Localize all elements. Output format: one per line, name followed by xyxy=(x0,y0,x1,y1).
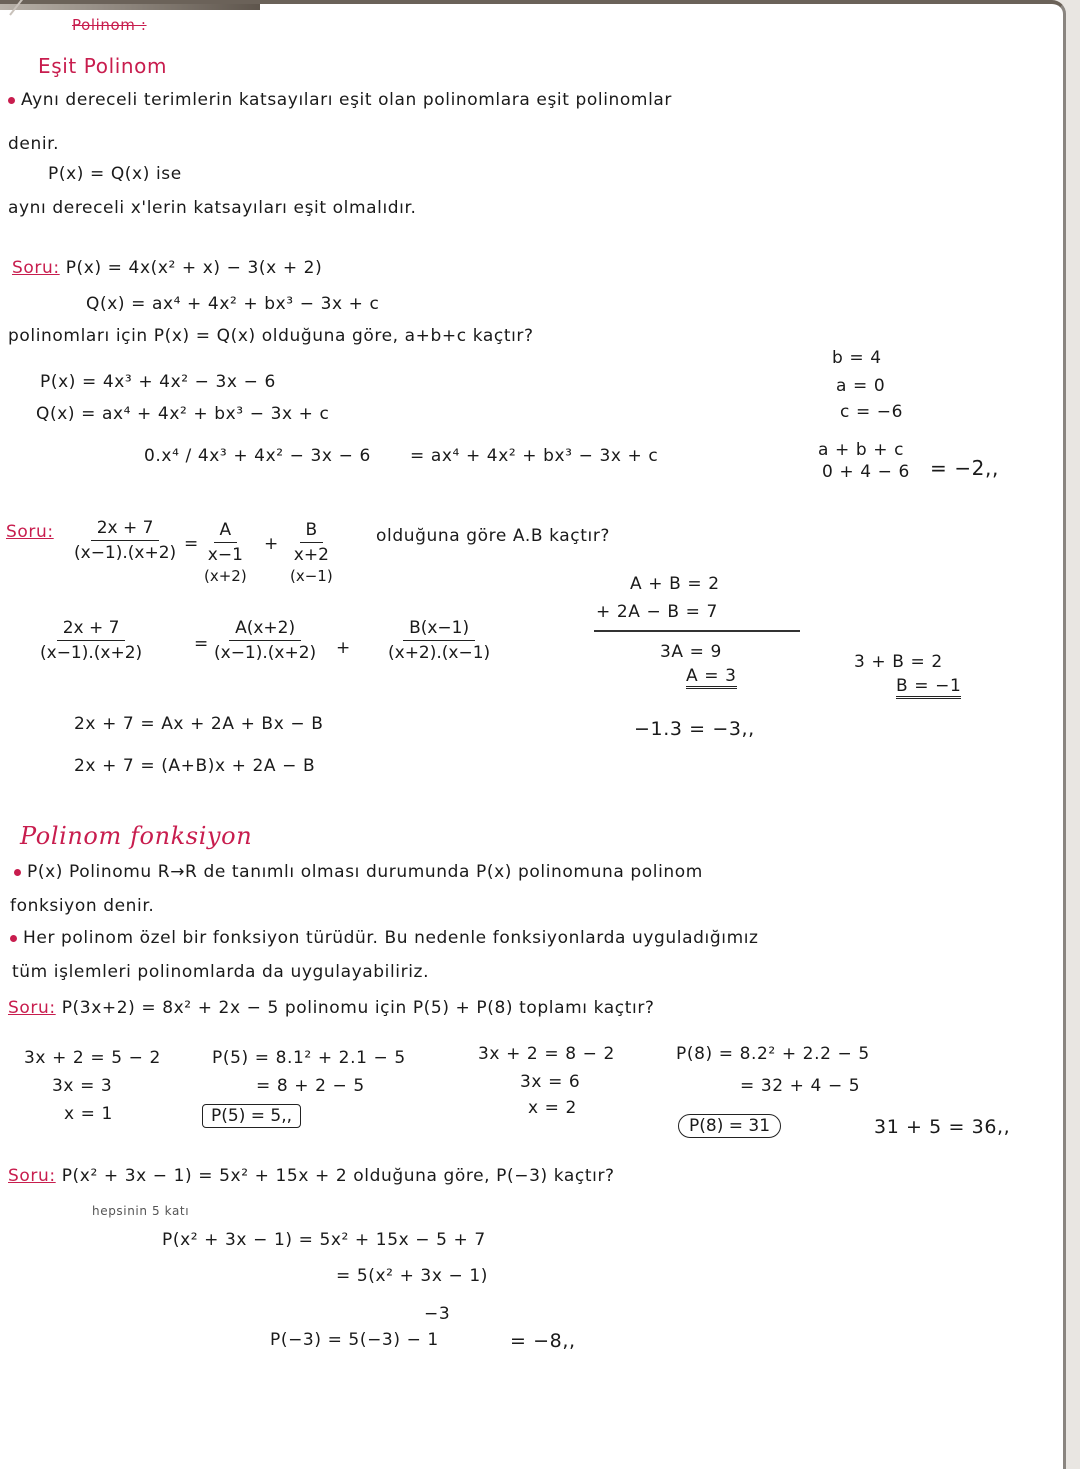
definition-line-1: Aynı dereceli terimlerin katsayıları eşit olan polinomlara eşit polinomlar xyxy=(8,90,672,110)
p8-result-box: P(8) = 31 xyxy=(678,1114,781,1138)
system-equation-2: + 2A − B = 7 xyxy=(596,602,718,622)
plus-sign: + xyxy=(264,534,279,554)
bullet-icon xyxy=(8,97,15,104)
question-1-step-2: Q(x) = ax⁴ + 4x² + bx³ − 3x + c xyxy=(36,404,330,424)
bullet-1-line-1: P(x) Polinomu R→R de tanımlı olması durumunda P(x) polinomuna polinom xyxy=(14,862,703,882)
question-1-prompt: polinomları için P(x) = Q(x) olduğuna göre, a+b+c kaçtır? xyxy=(8,326,534,346)
question-4-step-3: P(−3) = 5(−3) − 1 xyxy=(270,1330,439,1350)
p8-calc-2: = 32 + 4 − 5 xyxy=(740,1076,861,1096)
question-2-line-1: 2x + 7 = Ax + 2A + Bx − B xyxy=(74,714,324,734)
question-3-statement: Soru: P(3x+2) = 8x² + 2x − 5 polinomu için P(5) + P(8) toplamı kaçtır? xyxy=(8,998,655,1018)
page-edge-shadow xyxy=(0,4,260,10)
question-label: Soru: xyxy=(6,522,54,542)
p8-solve-1: 3x + 2 = 8 − 2 xyxy=(478,1044,615,1064)
system-sum: 3A = 9 xyxy=(660,642,722,662)
sum-calculation: 0 + 4 − 6 xyxy=(822,462,910,482)
sum-line xyxy=(594,630,800,632)
definition-line-2: denir. xyxy=(8,134,60,154)
question-label: Soru: xyxy=(8,1166,56,1186)
p8-solve-2: 3x = 6 xyxy=(520,1072,581,1092)
annotation-note: hepsinin 5 katı xyxy=(92,1204,190,1218)
question-1-step-1: P(x) = 4x³ + 4x² − 3x − 6 xyxy=(40,372,276,392)
c-value: c = −6 xyxy=(840,402,904,422)
question-2-prompt: olduğuna göre A.B kaçtır? xyxy=(376,526,611,546)
section-heading-esit-polinom: Eşit Polinom xyxy=(38,54,168,78)
question-label: Soru: xyxy=(8,998,56,1018)
question-4-result: = −8,, xyxy=(510,1330,576,1352)
question-2-line-2: 2x + 7 = (A+B)x + 2A − B xyxy=(74,756,316,776)
question-1-step-3-right: = ax⁴ + 4x² + bx³ − 3x + c xyxy=(410,446,659,466)
expanded-b-fraction: $\frac{B(x-1)}{(x+2).(x-1)}$ xyxy=(388,618,491,663)
p5-solve-3: x = 1 xyxy=(64,1104,113,1124)
b-value: b = 4 xyxy=(832,348,882,368)
p5-calc-1: P(5) = 8.1² + 2.1 − 5 xyxy=(212,1048,406,1068)
question-4-step-1: P(x² + 3x − 1) = 5x² + 15x − 5 + 7 xyxy=(162,1230,486,1250)
question-1-p-def: Soru: P(x) = 4x(x² + x) − 3(x + 2) xyxy=(12,258,323,278)
bullet-icon xyxy=(14,869,21,876)
question-3-total: 31 + 5 = 36,, xyxy=(874,1116,1011,1138)
fraction-b: B x+2 (x−1) xyxy=(290,520,333,585)
equals-sign: = xyxy=(194,634,209,654)
condition-note: aynı dereceli x'lerin katsayıları eşit olmalıdır. xyxy=(8,198,417,218)
system-equation-1: A + B = 2 xyxy=(630,574,720,594)
question-1-q-def: Q(x) = ax⁴ + 4x² + bx³ − 3x + c xyxy=(86,294,380,314)
condition-text: P(x) = Q(x) ise xyxy=(48,164,182,184)
p5-solve-1: 3x + 2 = 5 − 2 xyxy=(24,1048,161,1068)
a-result: A = 3 xyxy=(686,666,737,689)
a-value: a = 0 xyxy=(836,376,886,396)
plus-sign: + xyxy=(336,638,351,658)
fraction-a: A x−1 (x+2) xyxy=(204,520,247,585)
question-1-step-3-left: 0.x⁴ / 4x³ + 4x² − 3x − 6 xyxy=(144,446,371,466)
section-heading-polinom-fonksiyon: Polinom fonksiyon xyxy=(20,822,253,850)
b-result: B = −1 xyxy=(896,676,961,699)
page-title: Polinom : xyxy=(72,16,147,34)
expanded-lhs-fraction: $\frac{2x + 7}{(x-1).(x+2)}$ xyxy=(40,618,143,663)
p8-calc-1: P(8) = 8.2² + 2.2 − 5 xyxy=(676,1044,870,1064)
substitution-equation: 3 + B = 2 xyxy=(854,652,943,672)
brace-value: −3 xyxy=(424,1304,451,1324)
bullet-2-line-2: tüm işlemleri polinomlarda da uygulayabiliriz. xyxy=(12,962,430,982)
question-4-statement: Soru: P(x² + 3x − 1) = 5x² + 15x + 2 olduğuna göre, P(−3) kaçtır? xyxy=(8,1166,615,1186)
equals-sign: = xyxy=(184,534,199,554)
sum-result: = −2,, xyxy=(930,456,999,480)
expanded-a-fraction: $\frac{A(x+2)}{(x-1).(x+2)}$ xyxy=(214,618,317,663)
question-label: Soru: xyxy=(12,258,60,278)
question-4-step-2: = 5(x² + 3x − 1) xyxy=(336,1266,488,1286)
question-2-lhs-fraction: $\frac{2x + 7}{(x-1).(x+2)}$ xyxy=(74,518,177,563)
p8-solve-3: x = 2 xyxy=(528,1098,577,1118)
p5-calc-2: = 8 + 2 − 5 xyxy=(256,1076,365,1096)
sum-expression: a + b + c xyxy=(818,440,905,460)
product-result: −1.3 = −3,, xyxy=(634,718,755,740)
p5-solve-2: 3x = 3 xyxy=(52,1076,113,1096)
bullet-2-line-1: Her polinom özel bir fonksiyon türüdür. Bu nedenle fonksiyonlarda uyguladığımız xyxy=(10,928,759,948)
bullet-1-line-2: fonksiyon denir. xyxy=(10,896,155,916)
p5-result-box: P(5) = 5,, xyxy=(202,1104,301,1128)
bullet-icon xyxy=(10,935,17,942)
